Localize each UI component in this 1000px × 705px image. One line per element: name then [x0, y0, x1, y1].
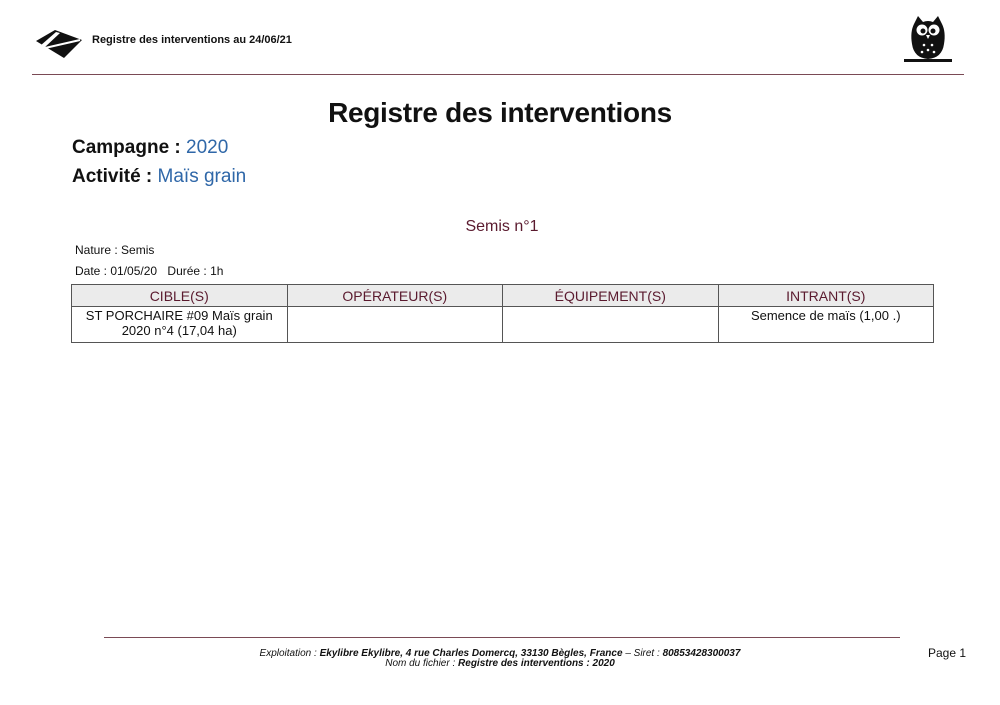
cell-intrant: Semence de maïs (1,00 .)	[718, 307, 934, 343]
cell-equipement	[503, 307, 719, 343]
activite-label: Activité :	[72, 166, 153, 187]
table-row	[72, 307, 934, 343]
book-logo-icon	[36, 28, 82, 60]
activite-line	[72, 166, 246, 188]
page-number: Page 1	[928, 646, 967, 660]
intervention-date-line	[75, 264, 223, 278]
exploitation-value: Ekylibre Ekylibre, 4 rue Charles Domercq, 33130 Bègles, France	[319, 648, 623, 659]
intervention-duration: Durée : 1h	[167, 264, 224, 278]
interventions-table	[71, 284, 934, 343]
column-header-operateurs: OPÉRATEUR(S)	[287, 285, 503, 307]
footer-divider	[104, 637, 900, 638]
column-header-intrants: INTRANT(S)	[718, 285, 934, 307]
header-title: Registre des interventions au 24/06/21	[92, 34, 292, 46]
column-header-cibles: CIBLE(S)	[72, 285, 288, 307]
filename-label: Nom du fichier :	[385, 658, 456, 669]
campagne-line	[72, 137, 228, 159]
document-title: Registre des interventions	[328, 97, 672, 128]
activite-value: Maïs grain	[157, 166, 247, 187]
cell-cible: ST PORCHAIRE #09 Maïs grain 2020 n°4 (17,04 ha)	[72, 307, 288, 343]
column-header-equipements: ÉQUIPEMENT(S)	[503, 285, 719, 307]
footer-filename-line	[0, 658, 1000, 669]
campagne-label: Campagne :	[72, 137, 181, 158]
intervention-nature: Nature : Semis	[75, 243, 155, 257]
siret-value: 80853428300037	[662, 648, 741, 659]
siret-label: – Siret :	[625, 648, 660, 659]
table-header-row	[72, 285, 934, 307]
cell-operateur	[287, 307, 503, 343]
header-divider	[32, 74, 964, 75]
owl-logo-icon	[902, 14, 954, 64]
intervention-date: Date : 01/05/20	[75, 264, 158, 278]
filename-value: Registre des interventions : 2020	[458, 658, 615, 669]
intervention-title: Semis n°1	[465, 218, 539, 235]
exploitation-label: Exploitation :	[259, 648, 317, 659]
campagne-value: 2020	[186, 137, 229, 158]
